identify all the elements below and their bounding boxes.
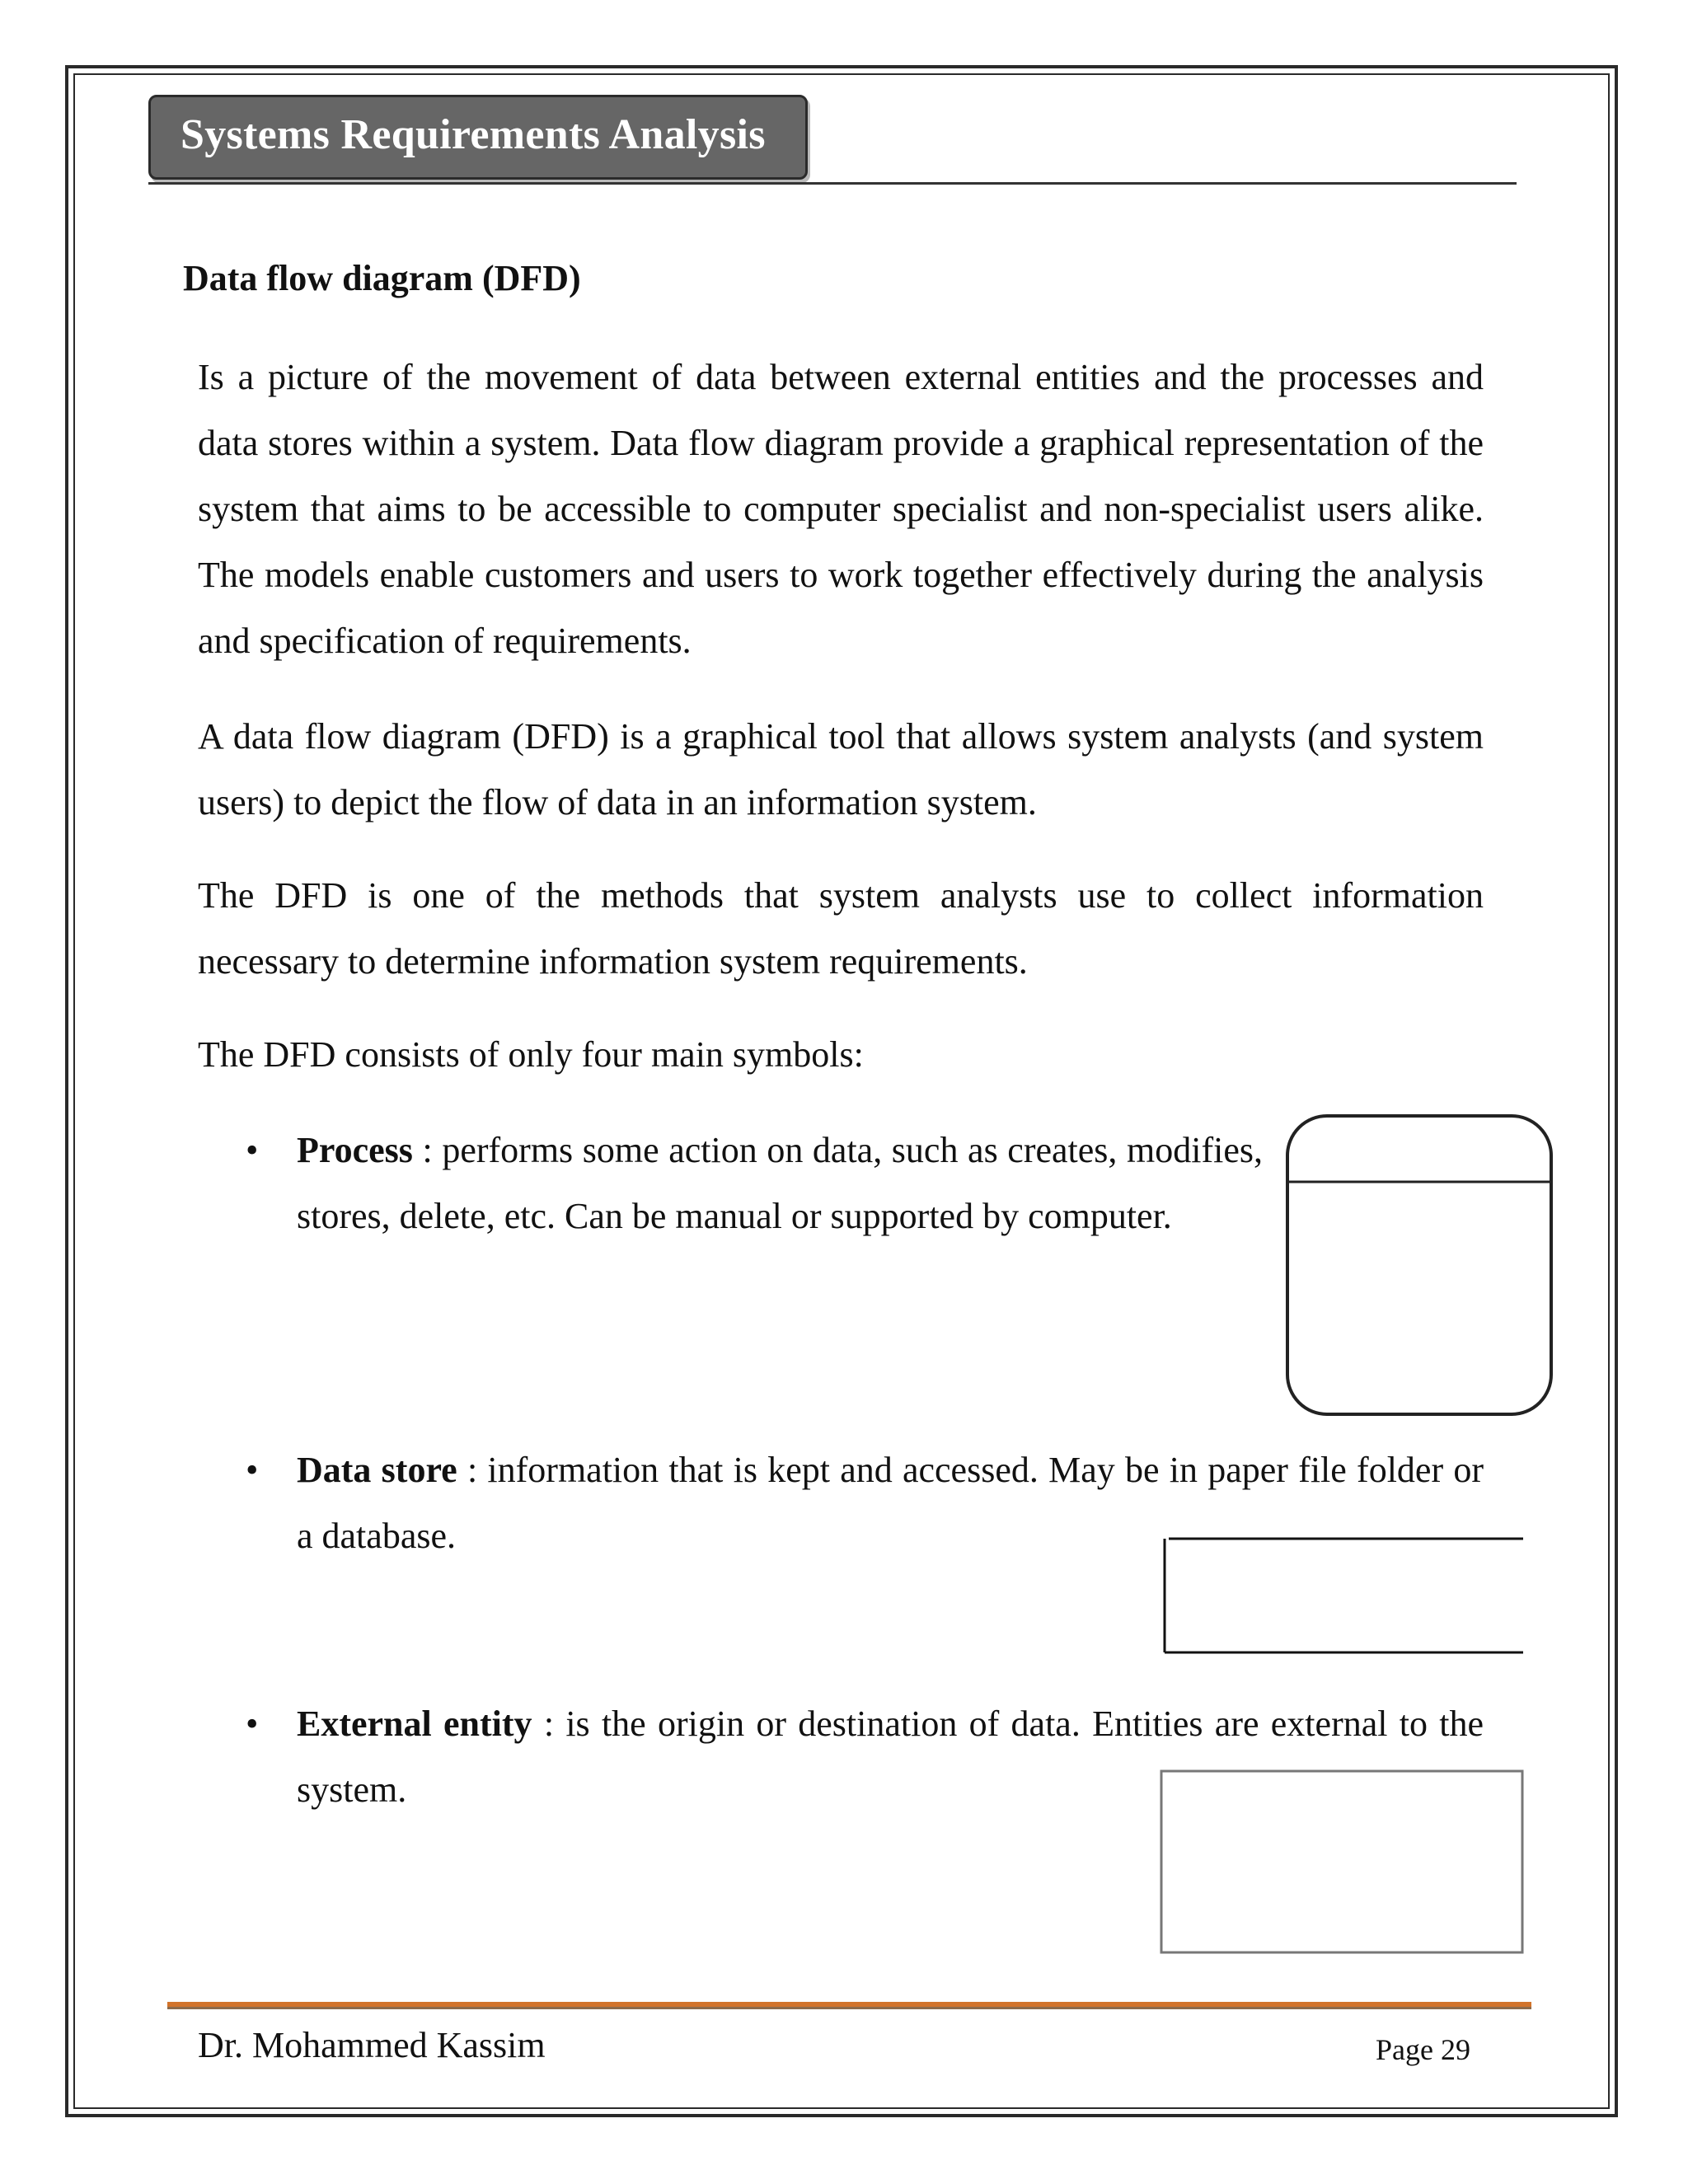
header-title: Systems Requirements Analysis [181, 111, 766, 158]
paragraph-symbols-intro: The DFD consists of only four main symbols: [198, 1034, 864, 1075]
bullet-term-external-entity: External entity [297, 1704, 532, 1744]
bullet-marker: • [246, 1704, 259, 1744]
bullet-description: : information that is kept and accessed. May be in paper file folder or a database. [297, 1450, 1484, 1556]
bullet-marker: • [246, 1450, 259, 1490]
paragraph-definition: Is a picture of the movement of data between external entities and the processes and data stores within a system. Data flow diagram provide a graphical representation of the system that aims to be accessible to computer specialist and non-specialist users alike. The models enable customers and users to work together effectively during the analysis and specification of requirements. [198, 357, 1484, 661]
page-number: Page 29 [1376, 2033, 1470, 2066]
bullet-marker: • [246, 1130, 259, 1170]
bullet-term-process: Process [297, 1130, 413, 1170]
external-entity-symbol [1159, 1769, 1526, 1957]
footer-rule [167, 2002, 1531, 2009]
process-symbol [1284, 1113, 1556, 1422]
bullet-term-data-store: Data store [297, 1450, 457, 1490]
data-store-symbol [1160, 1529, 1531, 1661]
bullet-process [297, 1118, 1263, 1249]
bullet-description: : performs some action on data, such as creates, modifies, stores, delete, etc. Can be manual or supported by computer. [297, 1130, 1263, 1236]
paragraph-graphical-tool: A data flow diagram (DFD) is a graphical tool that allows system analysts (and system users) to depict the flow of data in an information system. [198, 716, 1484, 823]
section-heading: Data flow diagram (DFD) [183, 258, 581, 298]
bullet-description: : is the origin or destination of data. Entities are external to the system. [297, 1704, 1484, 1810]
header-tab [148, 95, 808, 180]
paragraph-methods: The DFD is one of the methods that system analysts use to collect information necessary to determine information system requirements. [198, 875, 1484, 982]
footer-author: Dr. Mohammed Kassim [198, 2025, 546, 2065]
header-rule [148, 182, 1517, 185]
